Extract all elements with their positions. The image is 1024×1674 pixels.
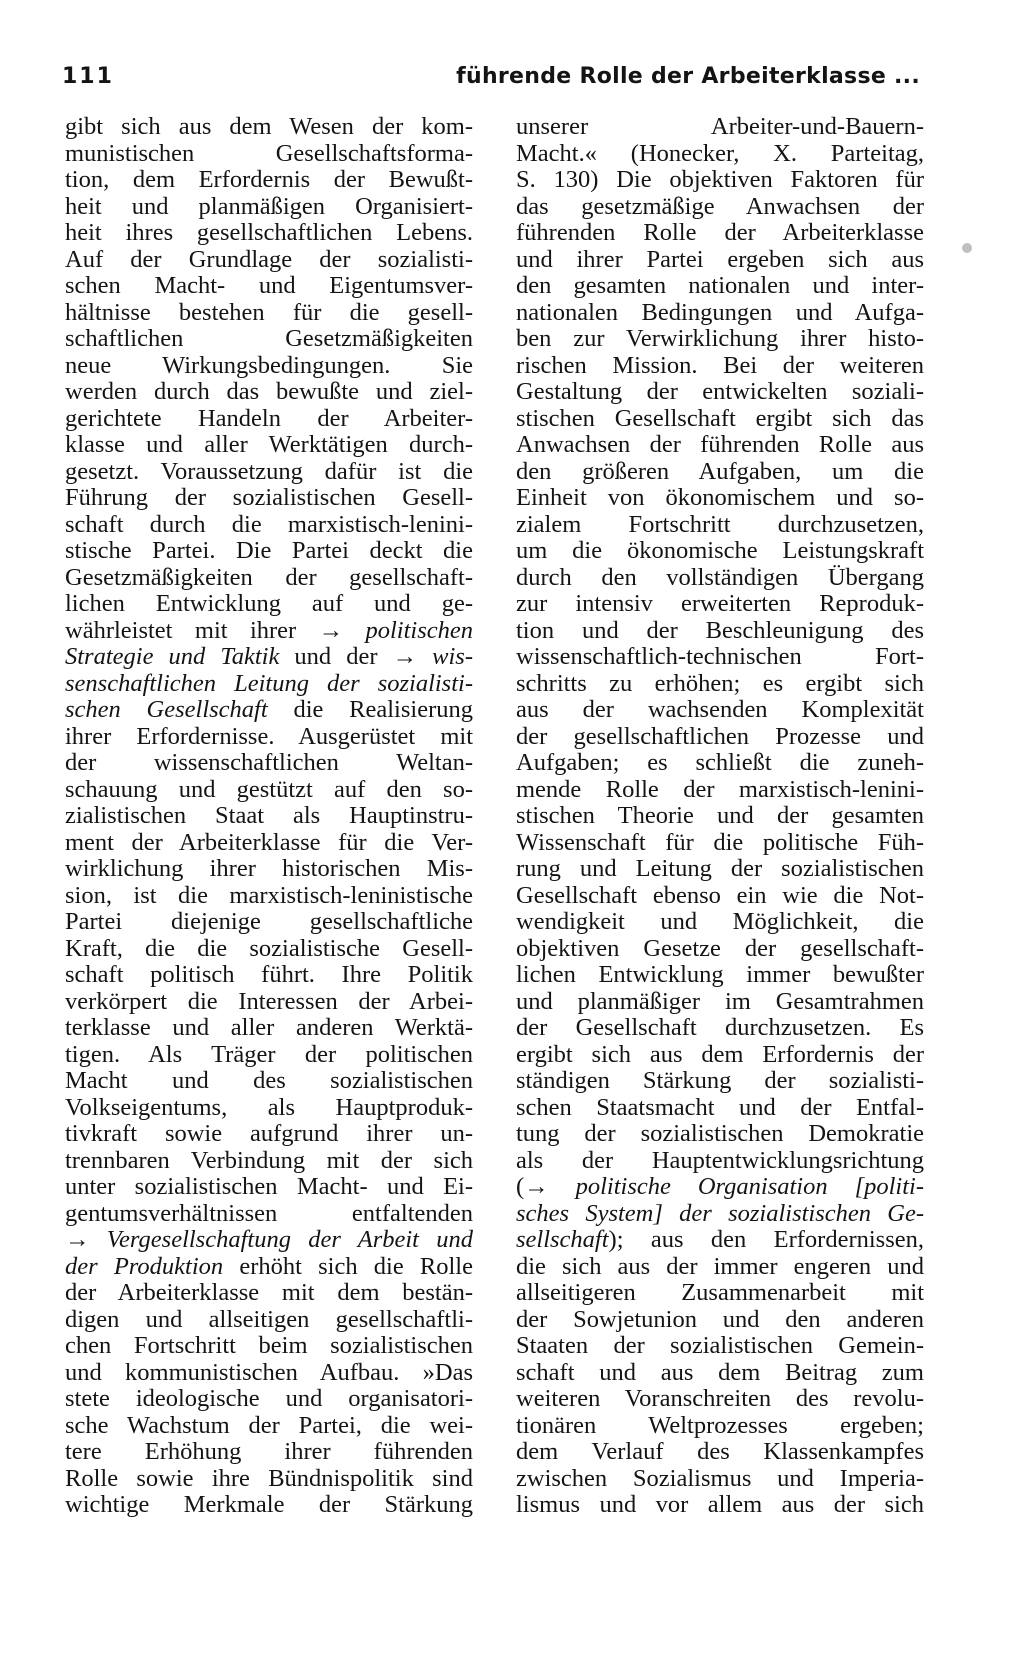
text-column-left xyxy=(65,114,473,1519)
text-line xyxy=(65,1148,473,1175)
text-line xyxy=(516,459,924,486)
italic-cross-reference: → politischen xyxy=(318,616,473,644)
text-line xyxy=(516,1068,924,1095)
text-run: Führung der sozialistischen Gesell- xyxy=(65,484,473,511)
italic-cross-reference: sellschaft xyxy=(516,1226,609,1253)
text-line xyxy=(516,406,924,433)
text-run: S. 130) Die objektiven Faktoren für xyxy=(516,166,924,193)
text-run: wissenschaftlich-technischen Fort- xyxy=(516,643,924,670)
text-line xyxy=(516,1148,924,1175)
text-line xyxy=(65,1121,473,1148)
text-run: schauung und gestützt auf den so- xyxy=(65,775,473,803)
text-line xyxy=(65,512,473,539)
text-run: und kommunistischen Aufbau. »Das xyxy=(65,1358,473,1386)
text-line xyxy=(516,1254,924,1281)
text-line xyxy=(65,644,473,671)
text-run: werden durch das bewußte und ziel- xyxy=(65,378,473,405)
text-run: den größeren Aufgaben, um die xyxy=(516,457,924,485)
text-run: ihrer Erfordernisse. Ausgerüstet mit xyxy=(65,722,473,750)
text-run: terklasse und aller anderen Werktä- xyxy=(65,1014,473,1041)
text-line xyxy=(516,671,924,698)
text-run: tionären Weltprozesses ergeben; xyxy=(516,1411,924,1439)
text-run: hältnisse bestehen für die gesell- xyxy=(65,298,473,326)
text-run: objektiven Gesetze der gesellschaft- xyxy=(516,934,924,962)
text-line xyxy=(65,300,473,327)
text-line xyxy=(516,909,924,936)
text-run: Aufgaben; es schließt die zuneh- xyxy=(516,749,924,776)
text-line xyxy=(65,1280,473,1307)
text-line xyxy=(516,989,924,1016)
text-line xyxy=(516,194,924,221)
text-run: der Gesellschaft durchzusetzen. Es xyxy=(516,1014,924,1041)
text-line xyxy=(516,273,924,300)
text-line xyxy=(516,962,924,989)
text-run: Einheit von ökonomischem und so- xyxy=(516,484,924,511)
text-run: erhöht sich die Rolle xyxy=(223,1252,473,1280)
text-run: rung und Leitung der sozialistischen xyxy=(516,855,924,882)
text-line xyxy=(65,114,473,141)
text-run: sion, ist die marxistisch-leninistische xyxy=(65,881,473,909)
text-run: und ihrer Partei ergeben sich aus xyxy=(516,245,924,273)
text-line xyxy=(65,803,473,830)
text-run: Macht.« (Honecker, X. Parteitag, xyxy=(516,139,924,167)
text-line xyxy=(516,1174,924,1201)
text-line xyxy=(65,1439,473,1466)
text-run: munistischen Gesellschaftsforma- xyxy=(65,139,473,167)
text-run: Gestaltung der entwickelten soziali- xyxy=(516,378,924,405)
text-run: tung der sozialistischen Demokratie xyxy=(516,1120,924,1147)
text-line xyxy=(516,432,924,459)
text-line xyxy=(516,1042,924,1069)
text-line xyxy=(65,724,473,751)
text-run: dem Verlauf des Klassenkampfes xyxy=(516,1438,924,1465)
italic-cross-reference: → wis- xyxy=(392,643,473,670)
text-run: Partei diejenige gesellschaftliche xyxy=(65,908,473,935)
text-run: weiteren Voranschreiten des revolu- xyxy=(516,1385,924,1412)
text-run: und planmäßiger im Gesamtrahmen xyxy=(516,987,924,1015)
text-line xyxy=(65,1413,473,1440)
text-line xyxy=(65,1227,473,1254)
text-run: stischen Theorie und der gesamten xyxy=(516,802,924,829)
text-run: zur intensiv erweiterten Reproduk- xyxy=(516,590,924,617)
italic-cross-reference: schen Gesellschaft xyxy=(65,696,268,723)
text-run: heit und planmäßigen Organisiert- xyxy=(65,192,473,220)
text-line xyxy=(65,591,473,618)
text-line xyxy=(516,1466,924,1493)
text-run: durch den vollständigen Übergang xyxy=(516,563,924,591)
text-run: währleistet mit ihrer xyxy=(65,616,319,644)
text-line xyxy=(65,353,473,380)
text-line xyxy=(516,485,924,512)
text-run: allseitigeren Zusammenarbeit mit xyxy=(516,1279,924,1306)
text-run: mende Rolle der marxistisch-lenini- xyxy=(516,775,924,803)
text-run: die Realisierung xyxy=(267,696,473,723)
text-line xyxy=(516,591,924,618)
text-line xyxy=(516,1015,924,1042)
text-line xyxy=(65,777,473,804)
text-line xyxy=(65,220,473,247)
text-run: wirklichung ihrer historischen Mis- xyxy=(65,855,473,882)
text-line xyxy=(516,247,924,274)
text-line xyxy=(65,1492,473,1519)
text-run: verkörpert die Interessen der Arbei- xyxy=(65,987,473,1015)
text-line xyxy=(516,750,924,777)
text-run: der wissenschaftlichen Weltan- xyxy=(65,749,473,776)
text-line xyxy=(65,883,473,910)
text-line xyxy=(516,565,924,592)
text-run: chen Fortschritt beim sozialistischen xyxy=(65,1332,473,1359)
italic-cross-reference: sches System] der sozialistischen Ge- xyxy=(516,1199,924,1227)
text-line xyxy=(516,618,924,645)
text-run: schaft durch die marxistisch-lenini- xyxy=(65,510,473,538)
text-line xyxy=(65,1068,473,1095)
text-run: Kraft, die die sozialistische Gesell- xyxy=(65,934,473,962)
text-run: tivkraft sowie aufgrund ihrer un- xyxy=(65,1120,473,1147)
text-line xyxy=(65,936,473,963)
text-run: den gesamten nationalen und inter- xyxy=(516,272,924,299)
text-run: Staaten der sozialistischen Gemein- xyxy=(516,1332,924,1359)
text-line xyxy=(65,1015,473,1042)
text-run: Rolle sowie ihre Bündnispolitik sind xyxy=(65,1464,473,1492)
text-line xyxy=(516,1201,924,1228)
text-line xyxy=(516,803,924,830)
text-line xyxy=(516,167,924,194)
text-line xyxy=(516,1280,924,1307)
text-line xyxy=(65,697,473,724)
text-run: Wissenschaft für die politische Füh- xyxy=(516,828,924,856)
text-line xyxy=(516,1333,924,1360)
text-line xyxy=(516,1095,924,1122)
text-run: Gesellschaft ebenso ein wie die Not- xyxy=(516,881,924,909)
text-run: digen und allseitigen gesellschaftli- xyxy=(65,1305,473,1333)
running-head: führende Rolle der Arbeiterklasse ... xyxy=(456,64,920,89)
text-run: schen Staatsmacht und der Entfal- xyxy=(516,1093,924,1121)
text-run: Auf der Grundlage der sozialisti- xyxy=(65,245,473,273)
text-line xyxy=(65,1174,473,1201)
text-run: rischen Mission. Bei der weiteren xyxy=(516,351,924,379)
text-run: zwischen Sozialismus und Imperia- xyxy=(516,1464,924,1492)
italic-cross-reference: der Produktion xyxy=(65,1252,224,1280)
text-run: lismus und vor allem aus der sich xyxy=(516,1491,924,1518)
text-line xyxy=(65,856,473,883)
text-run: der gesellschaftlichen Prozesse und xyxy=(516,722,924,750)
text-line xyxy=(65,830,473,857)
text-run: Volkseigentums, als Hauptproduk- xyxy=(65,1093,473,1121)
text-line xyxy=(65,406,473,433)
italic-cross-reference: → politische Organisation [politi- xyxy=(524,1173,924,1200)
text-line xyxy=(65,273,473,300)
text-run: trennbaren Verbindung mit der sich xyxy=(65,1146,473,1174)
text-line xyxy=(65,750,473,777)
text-run: ergibt sich aus dem Erfordernis der xyxy=(516,1040,924,1068)
text-run: gibt sich aus dem Wesen der kom- xyxy=(65,113,473,140)
text-run: gesetzt. Voraussetzung dafür ist die xyxy=(65,457,473,485)
text-line xyxy=(65,1307,473,1334)
text-line xyxy=(65,962,473,989)
text-line xyxy=(65,1201,473,1228)
text-line xyxy=(65,247,473,274)
text-line xyxy=(516,936,924,963)
text-line xyxy=(65,989,473,1016)
text-run: um die ökonomische Leistungskraft xyxy=(516,537,924,564)
text-run: tigen. Als Träger der politischen xyxy=(65,1040,473,1068)
text-line xyxy=(65,326,473,353)
text-line xyxy=(516,830,924,857)
text-run: klasse und aller Werktätigen durch- xyxy=(65,431,473,458)
page-number: 111 xyxy=(62,64,114,89)
text-line xyxy=(516,538,924,565)
print-speck xyxy=(962,243,972,253)
text-run: und der xyxy=(279,643,393,670)
text-run: wendigkeit und Möglichkeit, die xyxy=(516,908,924,935)
text-line xyxy=(65,618,473,645)
text-line xyxy=(516,1227,924,1254)
text-run: führenden Rolle der Arbeiterklasse xyxy=(516,219,924,246)
text-run: zialistischen Staat als Hauptinstru- xyxy=(65,802,473,829)
text-run: schen Macht- und Eigentumsver- xyxy=(65,272,473,299)
text-run: nationalen Bedingungen und Aufga- xyxy=(516,298,924,326)
text-line xyxy=(65,167,473,194)
text-line xyxy=(516,300,924,327)
text-run: der Sowjetunion und den anderen xyxy=(516,1305,924,1333)
text-line xyxy=(516,644,924,671)
text-run: schaft und aus dem Beitrag zum xyxy=(516,1358,924,1386)
text-run: schaft politisch führt. Ihre Politik xyxy=(65,961,473,988)
text-line xyxy=(65,1042,473,1069)
text-run: zialem Fortschritt durchzusetzen, xyxy=(516,510,924,538)
italic-cross-reference: → Vergesellschaftung der Arbeit und xyxy=(65,1226,473,1253)
text-line xyxy=(516,697,924,724)
text-line xyxy=(65,538,473,565)
text-line xyxy=(65,671,473,698)
text-run: sche Wachstum der Partei, die wei- xyxy=(65,1411,473,1439)
text-run: schritts zu erhöhen; es ergibt sich xyxy=(516,669,924,697)
text-line xyxy=(516,1307,924,1334)
text-line xyxy=(65,141,473,168)
text-line xyxy=(65,1386,473,1413)
text-run: wichtige Merkmale der Stärkung xyxy=(65,1491,473,1518)
text-run: unserer Arbeiter-und-Bauern- xyxy=(516,113,924,140)
text-run: neue Wirkungsbedingungen. Sie xyxy=(65,351,473,379)
text-run: tere Erhöhung ihrer führenden xyxy=(65,1438,473,1465)
text-line xyxy=(65,194,473,221)
text-line xyxy=(65,1466,473,1493)
text-run: heit ihres gesellschaftlichen Lebens. xyxy=(65,219,473,246)
text-run: als der Hauptentwicklungsrichtung xyxy=(516,1146,924,1174)
text-line xyxy=(516,1439,924,1466)
text-line xyxy=(516,724,924,751)
text-run: ben zur Verwirklichung ihrer histo- xyxy=(516,325,924,352)
text-run: ); aus den Erfordernissen, xyxy=(608,1226,924,1253)
text-line xyxy=(65,1254,473,1281)
text-run: stischen Gesellschaft ergibt sich das xyxy=(516,404,924,432)
text-run: ment der Arbeiterklasse für die Ver- xyxy=(65,828,473,856)
text-line xyxy=(65,432,473,459)
text-line xyxy=(516,379,924,406)
text-run: lichen Entwicklung immer bewußter xyxy=(516,961,924,988)
text-line xyxy=(65,1095,473,1122)
text-line xyxy=(516,512,924,539)
text-run: Anwachsen der führenden Rolle aus xyxy=(516,431,924,458)
text-line xyxy=(516,777,924,804)
text-line xyxy=(65,909,473,936)
text-run: ständigen Stärkung der sozialisti- xyxy=(516,1067,924,1094)
text-line xyxy=(516,326,924,353)
text-line xyxy=(516,1386,924,1413)
text-line xyxy=(65,565,473,592)
text-run: das gesetzmäßige Anwachsen der xyxy=(516,192,924,220)
text-run: tion und der Beschleunigung des xyxy=(516,616,924,644)
text-run: ( xyxy=(516,1173,525,1200)
text-run: unter sozialistischen Macht- und Ei- xyxy=(65,1173,473,1200)
text-run: der Arbeiterklasse mit dem bestän- xyxy=(65,1279,473,1306)
text-run: gentumsverhältnissen entfaltenden xyxy=(65,1199,473,1227)
text-run: Macht und des sozialistischen xyxy=(65,1067,473,1094)
text-line xyxy=(65,1360,473,1387)
text-run: die sich aus der immer engeren und xyxy=(516,1252,924,1280)
text-line xyxy=(65,459,473,486)
text-line xyxy=(65,379,473,406)
text-line xyxy=(516,141,924,168)
text-run: lichen Entwicklung auf und ge- xyxy=(65,590,473,617)
text-run: aus der wachsenden Komplexität xyxy=(516,696,924,723)
text-run: stete ideologische und organisatori- xyxy=(65,1385,473,1412)
text-line xyxy=(516,856,924,883)
text-line xyxy=(65,1333,473,1360)
text-line xyxy=(516,353,924,380)
text-run: tion, dem Erfordernis der Bewußt- xyxy=(65,166,473,193)
text-run: stische Partei. Die Partei deckt die xyxy=(65,537,473,564)
italic-cross-reference: Strategie und Taktik xyxy=(65,643,280,670)
text-line xyxy=(516,883,924,910)
text-line xyxy=(516,1413,924,1440)
text-line xyxy=(65,485,473,512)
page-header xyxy=(62,60,920,94)
text-run: schaftlichen Gesetzmäßigkeiten xyxy=(65,325,473,352)
text-line xyxy=(516,114,924,141)
text-line xyxy=(516,220,924,247)
text-line xyxy=(516,1121,924,1148)
text-run: Gesetzmäßigkeiten der gesellschaft- xyxy=(65,563,473,591)
text-line xyxy=(516,1492,924,1519)
text-column-right xyxy=(516,114,924,1519)
text-line xyxy=(516,1360,924,1387)
italic-cross-reference: senschaftlichen Leitung der sozialisti- xyxy=(65,669,473,697)
text-run: gerichtete Handeln der Arbeiter- xyxy=(65,404,473,432)
